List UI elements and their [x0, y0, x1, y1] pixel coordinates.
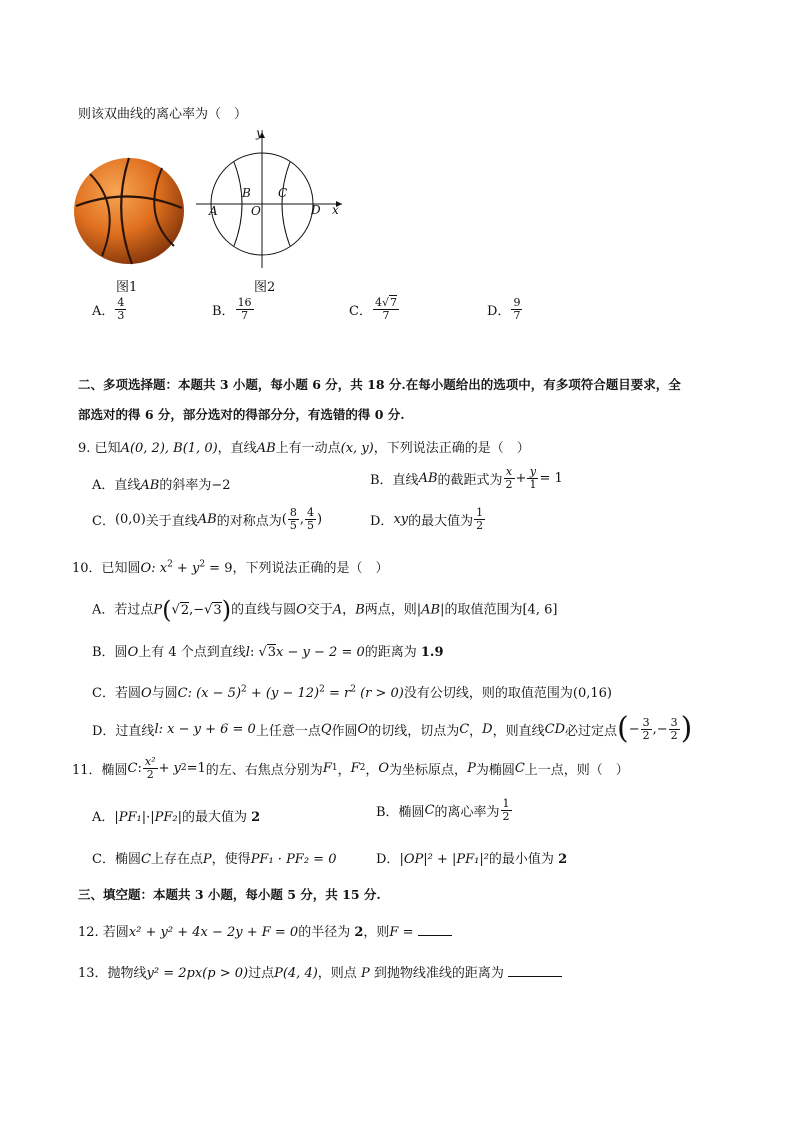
q10-option-d: D．过直线 l : x − y + 6 = 0 上任意一点 Q 作圆 O 的切线，切点为 C ， D ，则直线 CD 必过定点 ( − $\frac{3}{2}$ ,− $\frac{3}{2}$ ) — [92, 711, 693, 746]
q8-option-d: D． $\frac{9}{7}$ — [487, 296, 521, 322]
fig2-label-a: A — [209, 204, 218, 218]
fig2-label-b: B — [242, 186, 251, 200]
q9-option-b: B．直线 AB 的截距式为 $\frac{x}{2}$ + $\frac{y}{1}$ = 1 — [370, 465, 563, 491]
section3-heading: 三、填空题：本题共 3 小题，每小题 5 分，共 15 分. — [78, 887, 381, 902]
q8-stem-tail: 则该双曲线的离心率为（ ） — [78, 107, 248, 122]
q11-option-b: B．椭圆 C 的离心率为 $\frac{1}{2}$ — [376, 797, 510, 823]
fig2-label-d: D — [311, 203, 321, 217]
figure2-caption: 图2 — [254, 280, 276, 295]
q10-stem: 10．已知圆O: $x^2 + y^2 = 9$，下列说法正确的是（ ） — [72, 559, 389, 576]
q13-answer-blank[interactable] — [508, 964, 562, 977]
q9-option-a: A．直线AB的斜率为−2 — [92, 478, 231, 493]
basketball-figure — [72, 156, 186, 266]
q8-option-c: C． $\frac{4√7}{7}$ — [349, 296, 397, 322]
fig2-label-x: x — [332, 203, 339, 217]
section2-heading-line2: 部选对的得 6 分，部分选对的得部分分，有选错的得 0 分. — [78, 407, 405, 422]
fig2-label-c: C — [278, 186, 288, 200]
fig2-label-o: O — [251, 204, 261, 218]
q10-option-c: C．若圆O与圆C: $(x - 5)^2 + (y - 12)^2 = r^2$ (r > 0)没有公切线，则的取值范围为(0,16) — [92, 684, 612, 701]
hyperbola-circle-figure — [190, 126, 350, 276]
q11-stem: 11．椭圆 C : $\frac{\text{x²}}{2}$ + y 2 =1 的左、右焦点分别为 F 1 ， F 2 ， O 为坐标原点， P 为椭圆 C 上一点，则（ ） — [72, 755, 629, 781]
q10-option-a: A．若过点P(√2,−√3)的直线与圆O交于A，B两点，则|AB|的取值范围为[4, 6] — [92, 596, 558, 624]
q9-stem: 9. 已知A(0, 2), B(1, 0)，直线AB上有一动点(x, y)，下列说法正确的是（ ） — [78, 441, 530, 456]
q9-option-c: C． (0,0) 关于直线 AB 的对称点为 ( $\frac{8}{5}$ , $\frac{4}{5}$ ) — [92, 506, 323, 532]
q12-answer-blank[interactable] — [418, 923, 452, 936]
q13-question: 13．抛物线y² = 2px(p > 0)过点P(4, 4)，则点 P 到抛物线准线的距离为 — [78, 962, 562, 981]
q8-option-a: A． $\frac{4}{3}$ — [92, 296, 125, 322]
q11-option-a: A．|PF₁|·|PF₂|的最大值为 2 — [92, 810, 261, 825]
section2-heading-line1: 二、多项选择题：本题共 3 小题，每小题 6 分，共 18 分.在每小题给出的选项中，有多项符合题目要求，全 — [78, 377, 681, 392]
q12-question: 12. 若圆x² + y² + 4x − 2y + F = 0的半径为 2，则F = — [78, 921, 452, 940]
q8-option-b: B． $\frac{16}{7}$ — [212, 296, 252, 322]
q11-option-c: C．椭圆C上存在点P，使得PF₁ · PF₂ = 0 — [92, 852, 337, 867]
q10-option-b: B．圆O上有 4 个点到直线l: √3x − y − 2 = 0的距离为 1.9 — [92, 645, 444, 660]
figure1-caption: 图1 — [116, 280, 138, 295]
q9-option-d: D． xy 的最大值为 $\frac{1}{2}$ — [370, 506, 484, 532]
fig2-label-y: y — [256, 126, 263, 140]
q11-option-d: D．|OP|² + |PF₁|²的最小值为 2 — [376, 852, 568, 867]
